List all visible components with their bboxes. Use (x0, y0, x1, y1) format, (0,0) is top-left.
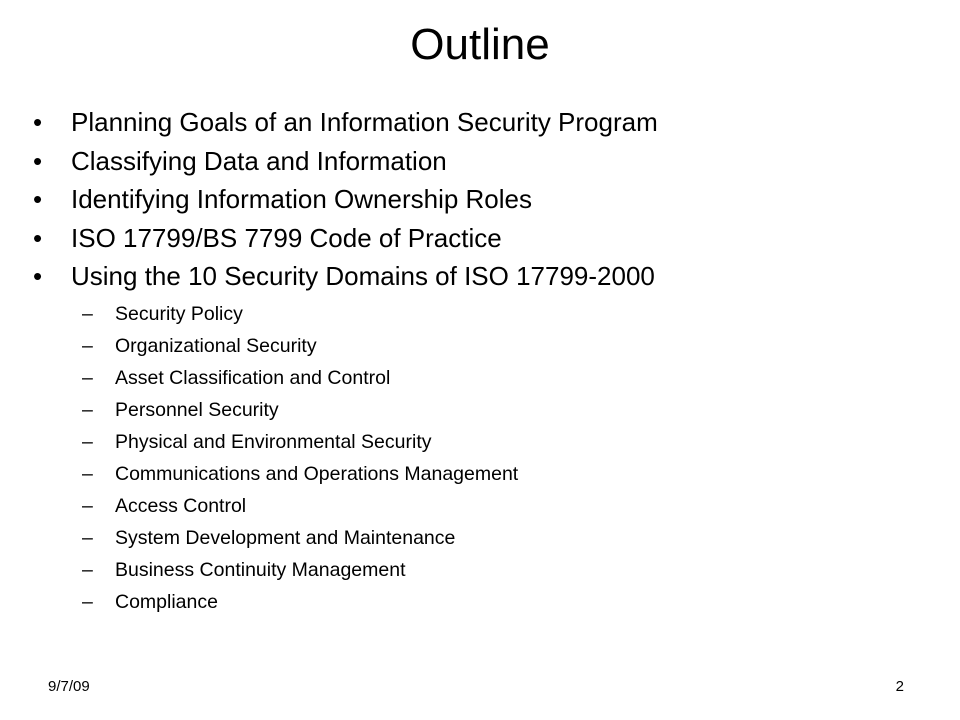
subbullet-text: Business Continuity Management (115, 558, 406, 581)
bullet-icon: • (33, 184, 43, 214)
slide-title: Outline (410, 20, 550, 69)
bullet-item (33, 180, 933, 219)
bullet-text: Using the 10 Security Domains of ISO 17799-2000 (71, 261, 655, 291)
bullet-item (33, 142, 933, 181)
dash-icon: – (82, 334, 93, 357)
subbullet-text: Personnel Security (115, 398, 279, 421)
bullet-text: ISO 17799/BS 7799 Code of Practice (71, 222, 502, 253)
subbullet-item (82, 522, 933, 554)
subbullet-text: Access Control (115, 494, 247, 517)
bullet-text: Classifying Data and Information (71, 145, 447, 176)
dash-icon: – (82, 398, 93, 421)
dash-icon: – (82, 494, 93, 517)
subbullet-text: Asset Classification and Control (115, 366, 391, 389)
bullet-text: Identifying Information Ownership Roles (71, 184, 533, 214)
dash-icon: – (82, 302, 93, 325)
bullet-icon: • (33, 107, 43, 137)
subbullet-text: Organizational Security (115, 334, 317, 357)
subbullet-item (82, 458, 933, 490)
subbullet-item (82, 554, 933, 586)
dash-icon: – (82, 526, 93, 549)
subbullet-text: Compliance (115, 590, 218, 613)
subbullet-text: Physical and Environmental Security (115, 430, 432, 453)
subbullet-item (82, 394, 933, 426)
bullet-icon: • (33, 145, 43, 176)
subbullet-text: System Development and Maintenance (115, 526, 456, 549)
subbullet-item (82, 362, 933, 394)
bullet-icon: • (33, 261, 43, 291)
footer-date: 9/7/09 (48, 678, 90, 695)
bullet-text: Planning Goals of an Information Security Program (71, 107, 658, 137)
bullet-item (33, 103, 933, 142)
subbullet-text: Communications and Operations Management (115, 462, 519, 485)
dash-icon: – (82, 462, 93, 485)
subbullet-item (82, 586, 933, 618)
dash-icon: – (82, 366, 93, 389)
dash-icon: – (82, 590, 93, 613)
subbullet-item (82, 298, 933, 330)
bullet-icon: • (33, 222, 43, 253)
dash-icon: – (82, 430, 93, 453)
bullet-item (33, 257, 933, 618)
subbullet-item (82, 330, 933, 362)
subbullet-item (82, 426, 933, 458)
page-number: 2 (895, 678, 904, 695)
dash-icon: – (82, 558, 93, 581)
subbullet-text: Security Policy (115, 302, 243, 325)
subbullet-list (82, 298, 933, 618)
subbullet-item (82, 490, 933, 522)
bullet-list (33, 103, 933, 618)
bullet-item (33, 219, 933, 258)
